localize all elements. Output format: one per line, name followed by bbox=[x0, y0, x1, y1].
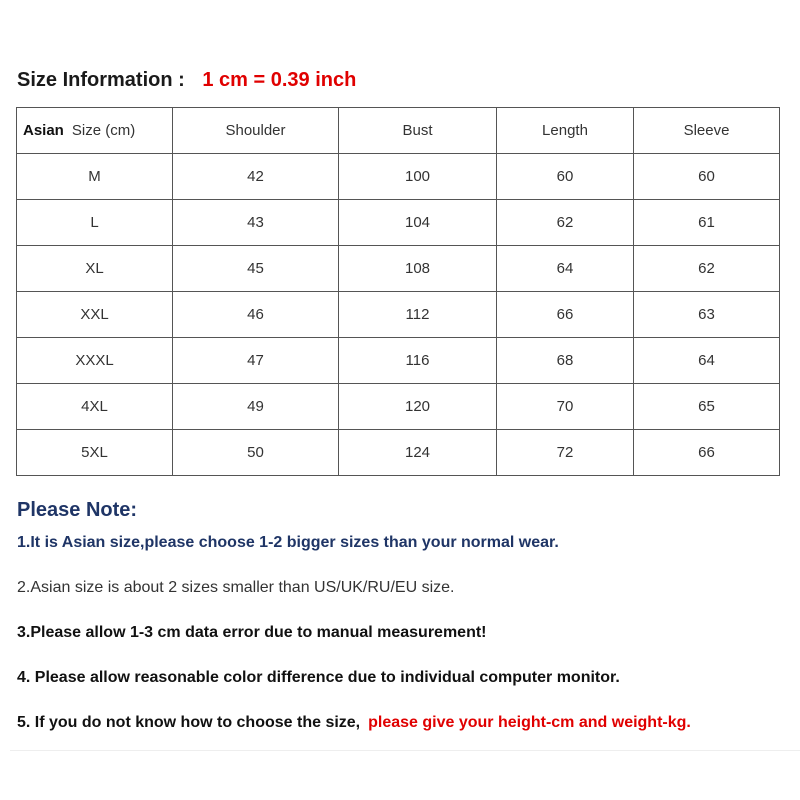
table-row bbox=[17, 384, 780, 430]
size-cell: 5XL bbox=[17, 430, 173, 476]
length-cell: 64 bbox=[497, 246, 634, 292]
shoulder-cell: 43 bbox=[173, 200, 339, 246]
note-asian-size: 1.It is Asian size,please choose 1-2 bigger sizes than your normal wear. bbox=[17, 534, 559, 551]
sleeve-cell: 63 bbox=[634, 292, 780, 338]
please-note-heading: Please Note: bbox=[17, 499, 138, 521]
table-row bbox=[17, 338, 780, 384]
shoulder-cell: 47 bbox=[173, 338, 339, 384]
note-height-weight-request: please give your height-cm and weight-kg. bbox=[368, 714, 691, 731]
length-cell: 66 bbox=[497, 292, 634, 338]
size-chart-table bbox=[16, 107, 780, 476]
size-cell: XXL bbox=[17, 292, 173, 338]
bottom-divider bbox=[10, 750, 800, 751]
asian-label: Asian bbox=[23, 122, 64, 139]
bust-cell: 104 bbox=[339, 200, 497, 246]
sleeve-cell: 66 bbox=[634, 430, 780, 476]
bust-cell: 116 bbox=[339, 338, 497, 384]
column-header-bust: Bust bbox=[339, 108, 497, 154]
note-size-comparison: 2.Asian size is about 2 sizes smaller than US/UK/RU/EU size. bbox=[17, 579, 455, 596]
table-row bbox=[17, 154, 780, 200]
table-row bbox=[17, 246, 780, 292]
bust-cell: 112 bbox=[339, 292, 497, 338]
unit-conversion: 1 cm = 0.39 inch bbox=[202, 69, 357, 91]
size-unit-label: Size (cm) bbox=[71, 122, 136, 139]
shoulder-cell: 50 bbox=[173, 430, 339, 476]
length-cell: 60 bbox=[497, 154, 634, 200]
shoulder-cell: 49 bbox=[173, 384, 339, 430]
bust-cell: 120 bbox=[339, 384, 497, 430]
table-row bbox=[17, 292, 780, 338]
sleeve-cell: 60 bbox=[634, 154, 780, 200]
title-text: Size Information : bbox=[17, 69, 185, 91]
bust-cell: 100 bbox=[339, 154, 497, 200]
sleeve-cell: 65 bbox=[634, 384, 780, 430]
table-row bbox=[17, 430, 780, 476]
column-header-length: Length bbox=[497, 108, 634, 154]
table-header-row bbox=[17, 108, 780, 154]
shoulder-cell: 42 bbox=[173, 154, 339, 200]
length-cell: 70 bbox=[497, 384, 634, 430]
size-cell: XL bbox=[17, 246, 173, 292]
size-cell: L bbox=[17, 200, 173, 246]
table-corner-header bbox=[17, 108, 173, 154]
length-cell: 62 bbox=[497, 200, 634, 246]
note-measurement-error: 3.Please allow 1-3 cm data error due to manual measurement! bbox=[17, 624, 487, 641]
column-header-sleeve: Sleeve bbox=[634, 108, 780, 154]
column-header-shoulder: Shoulder bbox=[173, 108, 339, 154]
shoulder-cell: 46 bbox=[173, 292, 339, 338]
size-info-title bbox=[17, 69, 356, 92]
size-cell: 4XL bbox=[17, 384, 173, 430]
bust-cell: 124 bbox=[339, 430, 497, 476]
shoulder-cell: 45 bbox=[173, 246, 339, 292]
note-choose-size-text: 5. If you do not know how to choose the size, bbox=[17, 714, 361, 731]
length-cell: 72 bbox=[497, 430, 634, 476]
size-cell: XXXL bbox=[17, 338, 173, 384]
sleeve-cell: 64 bbox=[634, 338, 780, 384]
sleeve-cell: 61 bbox=[634, 200, 780, 246]
sleeve-cell: 62 bbox=[634, 246, 780, 292]
note-choose-size bbox=[17, 714, 691, 732]
length-cell: 68 bbox=[497, 338, 634, 384]
note-color-difference: 4. Please allow reasonable color difference due to individual computer monitor. bbox=[17, 669, 620, 686]
bust-cell: 108 bbox=[339, 246, 497, 292]
table-row bbox=[17, 200, 780, 246]
size-cell: M bbox=[17, 154, 173, 200]
